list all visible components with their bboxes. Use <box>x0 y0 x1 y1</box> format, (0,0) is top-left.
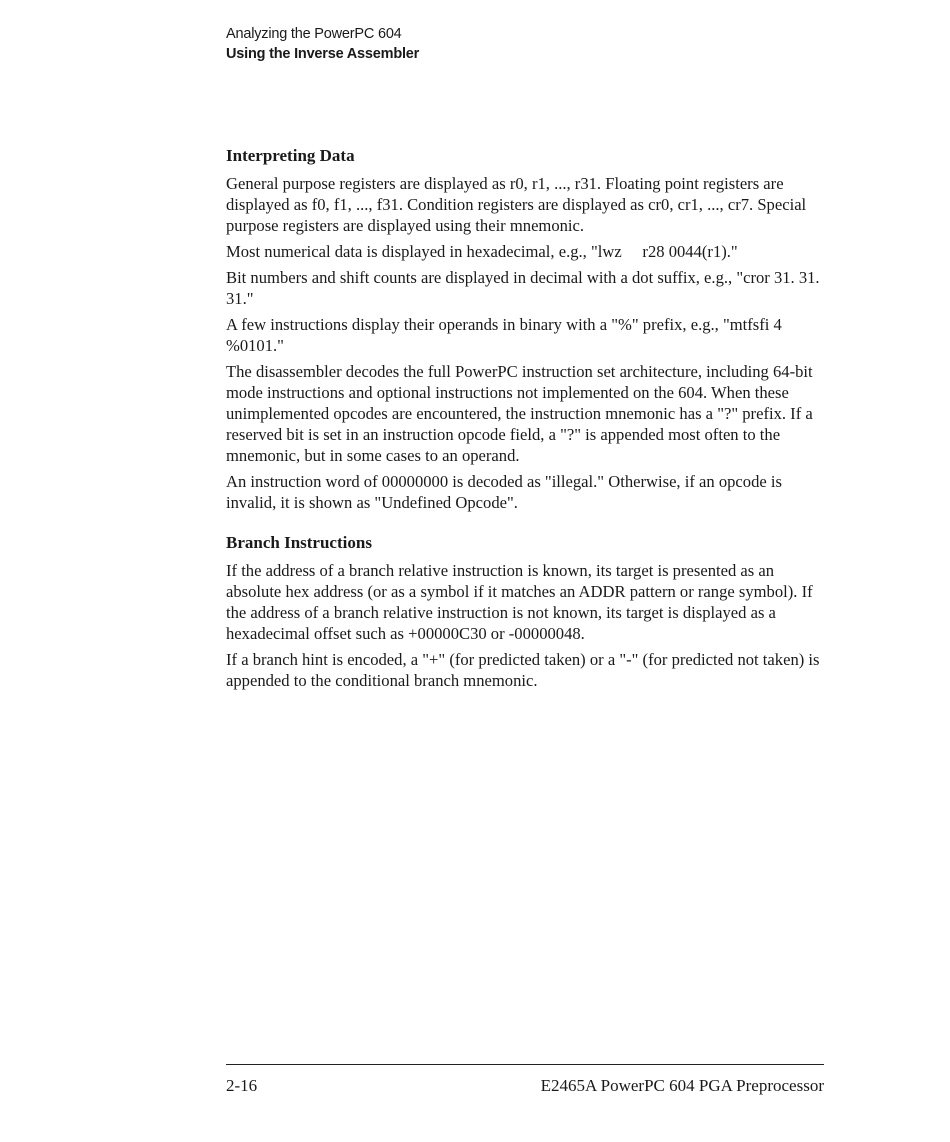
paragraph-binary-operands: A few instructions display their operands in binary with a "%" prefix, e.g., "mtfsfi 4 %0101." <box>226 315 782 355</box>
heading-branch-instructions: Branch Instructions <box>226 533 372 552</box>
heading-interpreting-data: Interpreting Data <box>226 146 355 165</box>
paragraph-registers: General purpose registers are displayed as r0, r1, ..., r31. Floating point registers are displayed as f0, f1, ..., f31. Condition registers are displayed as cr0, cr1, ..., cr7. Special purpose registers are displayed using their mnemonic. <box>226 174 807 235</box>
chapter-title: Analyzing the PowerPC 604 <box>226 26 402 42</box>
running-header <box>226 24 419 64</box>
paragraph-disassembler: The disassembler decodes the full PowerPC instruction set architecture, including 64-bit mode instructions and optional instructions not implemented on the 604. When these unimplemented opcodes are encountered, the instruction mnemonic has a "?" prefix. If a reserved bit is set in an instruction opcode field, a "?" is appended most often to the mnemonic, but in some cases to an operand. <box>226 362 813 465</box>
paragraph-branch-hint: If a branch hint is encoded, a "+" (for predicted taken) or a "-" (for predicted not taken) is appended to the conditional branch mnemonic. <box>226 650 820 690</box>
section-title: Using the Inverse Assembler <box>226 46 420 62</box>
paragraph-hexadecimal: Most numerical data is displayed in hexadecimal, e.g., "lwz r28 0044(r1)." <box>226 242 738 261</box>
footer-divider <box>226 1064 824 1065</box>
page-body <box>226 145 826 696</box>
paragraph-branch-address: If the address of a branch relative instruction is known, its target is presented as an absolute hex address (or as a symbol if it matches an ADDR pattern or range symbol). If the address of a branch relative instruction is not known, its target is displayed as a hexadecimal offset such as +00000C30 or -00000048. <box>226 561 813 643</box>
paragraph-illegal-opcode: An instruction word of 00000000 is decoded as "illegal." Otherwise, if an opcode is invalid, it is shown as "Undefined Opcode". <box>226 472 782 512</box>
paragraph-bit-numbers: Bit numbers and shift counts are displayed in decimal with a dot suffix, e.g., "cror 31. 31. 31." <box>226 268 820 308</box>
page-number: 2-16 <box>226 1076 258 1095</box>
document-title: E2465A PowerPC 604 PGA Preprocessor <box>540 1076 824 1095</box>
